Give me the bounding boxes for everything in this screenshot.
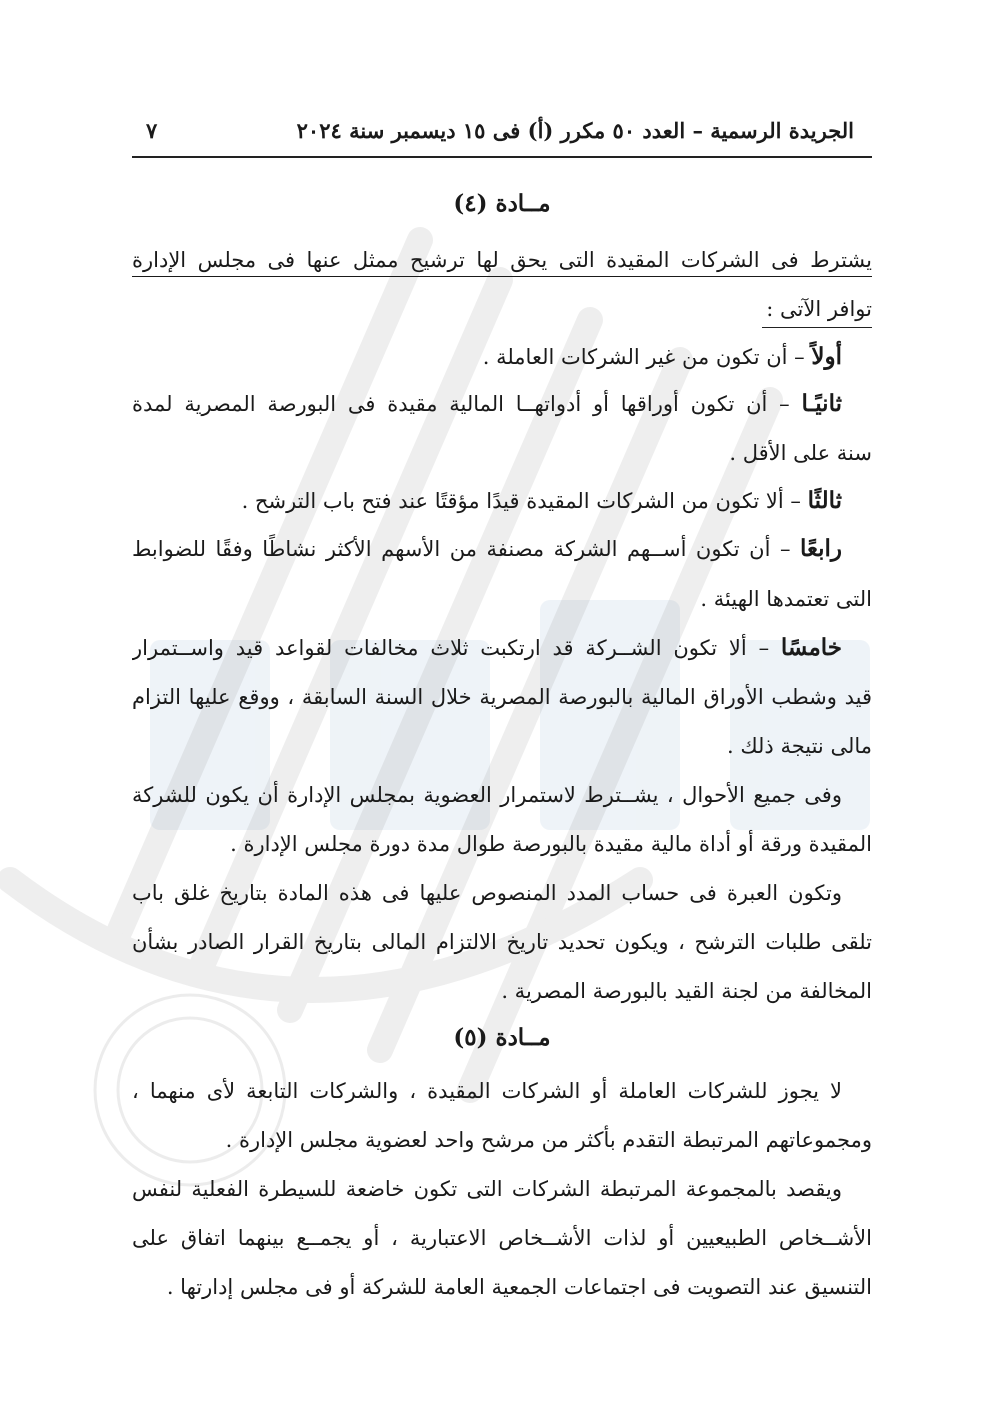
item-5-line-1 bbox=[132, 629, 872, 667]
item-5-text-1: – ألا تكون الشــركة قد ارتكبت ثلاث مخالفات لقواعد قيد واســتمرار bbox=[132, 636, 770, 660]
article-4-intro-text-2: توافر الآتى : bbox=[766, 297, 872, 321]
item-5-text-3: مالى نتيجة ذلك . bbox=[726, 734, 872, 758]
para-1-line-2 bbox=[132, 825, 872, 863]
article-4-intro-line-2 bbox=[132, 290, 872, 328]
item-2-line-1 bbox=[132, 385, 872, 423]
para-2-text-2: تلقى طلبات الترشح ، ويكون تحديد تاريخ الالتزام المالى بتاريخ القرار الصادر بشأن bbox=[132, 930, 872, 954]
art5-para-2-text-2: الأشــخاص الطبيعيين أو لذات الأشــخاص الاعتبارية ، أو يجمــع بينهما اتفاق على bbox=[132, 1226, 872, 1250]
para-2-line-3 bbox=[132, 972, 872, 1010]
article-4-intro-line-1 bbox=[132, 241, 872, 279]
item-2-text-2: سنة على الأقل . bbox=[729, 441, 872, 465]
item-4-line-2 bbox=[132, 580, 872, 618]
art5-para-1-line-1 bbox=[132, 1072, 872, 1110]
item-3-lead: ثالثًا bbox=[807, 487, 842, 514]
item-4-line-1 bbox=[132, 530, 872, 568]
art5-para-2-line-1 bbox=[132, 1170, 872, 1208]
item-3-text: – ألا تكون من الشركات المقيدة قيدًا مؤقتًا عند فتح باب الترشح . bbox=[241, 489, 801, 513]
item-2-text-1: – أن تكون أوراقها أو أدواتهــا المالية مقيدة فى البورصة المصرية لمدة bbox=[132, 392, 790, 416]
art5-para-2-line-2 bbox=[132, 1219, 872, 1257]
art5-para-2-line-3 bbox=[132, 1268, 872, 1306]
item-3-line-1 bbox=[132, 482, 872, 520]
art5-para-1-text-1: لا يجوز للشركات العاملة أو الشركات المقيدة ، والشركات التابعة لأى منهما ، bbox=[132, 1079, 842, 1103]
intro-underline bbox=[762, 327, 872, 328]
item-4-text-1: – أن تكون أســهم الشركة مصنفة من الأسهم الأكثر نشاطًا وفقًا للضوابط bbox=[132, 537, 791, 561]
page-number: ٧ bbox=[146, 117, 158, 143]
header-divider bbox=[132, 156, 872, 158]
article-5-title: مــادة (٥) bbox=[453, 1024, 551, 1051]
para-1-text-2: المقيدة ورقة أو أداة مالية مقيدة بالبورصة طوال مدة دورة مجلس الإدارة . bbox=[230, 832, 872, 856]
art5-para-2-text-1: ويقصد بالمجموعة المرتبطة الشركات التى تكون خاضعة للسيطرة الفعلية لنفس bbox=[132, 1177, 842, 1201]
para-2-text-1: وتكون العبرة فى حساب المدد المنصوص عليها فى هذه المادة بتاريخ غلق باب bbox=[132, 881, 842, 905]
item-1-text: – أن تكون من غير الشركات العاملة . bbox=[482, 345, 805, 369]
page-header bbox=[132, 112, 872, 148]
art5-para-1-line-2 bbox=[132, 1121, 872, 1159]
item-1-lead: أولاً bbox=[811, 343, 842, 370]
gazette-page bbox=[132, 0, 872, 1418]
item-5-text-2: قيد وشطب الأوراق المالية بالبورصة المصرية خلال السنة السابقة ، ووقع عليها التزام bbox=[132, 685, 872, 709]
art5-para-2-text-3: التنسيق عند التصويت فى اجتماعات الجمعية العامة للشركة أو فى مجلس إدارتها . bbox=[166, 1275, 872, 1299]
item-5-line-3 bbox=[132, 727, 872, 765]
para-2-line-1 bbox=[132, 874, 872, 912]
item-5-line-2 bbox=[132, 678, 872, 716]
item-4-text-2: التى تعتمدها الهيئة . bbox=[700, 587, 872, 611]
item-5-lead: خامسًا bbox=[780, 634, 842, 661]
item-1-line-1 bbox=[132, 338, 872, 376]
para-1-text-1: وفى جميع الأحوال ، يشــترط لاستمرار العضوية بمجلس الإدارة أن يكون للشركة bbox=[132, 783, 842, 807]
item-2-lead: ثانيًـا bbox=[801, 390, 842, 417]
para-2-line-2 bbox=[132, 923, 872, 961]
item-2-line-2 bbox=[132, 434, 872, 472]
article-4-title: مــادة (٤) bbox=[453, 190, 551, 217]
para-2-text-3: المخالفة من لجنة القيد بالبورصة المصرية . bbox=[501, 979, 872, 1003]
article-4-intro-text-1: يشترط فى الشركات المقيدة التى يحق لها ترشيح ممثل عنها فى مجلس الإدارة bbox=[132, 248, 872, 272]
header-title: الجريدة الرسمية – العدد ٥٠ مكرر (أ) فى ١٥ ديسمبر سنة ٢٠٢٤ bbox=[296, 117, 854, 143]
art5-para-1-text-2: ومجموعاتهم المرتبطة التقدم بأكثر من مرشح واحد لعضوية مجلس الإدارة . bbox=[225, 1128, 872, 1152]
para-1-line-1 bbox=[132, 776, 872, 814]
item-4-lead: رابعًا bbox=[799, 535, 842, 562]
